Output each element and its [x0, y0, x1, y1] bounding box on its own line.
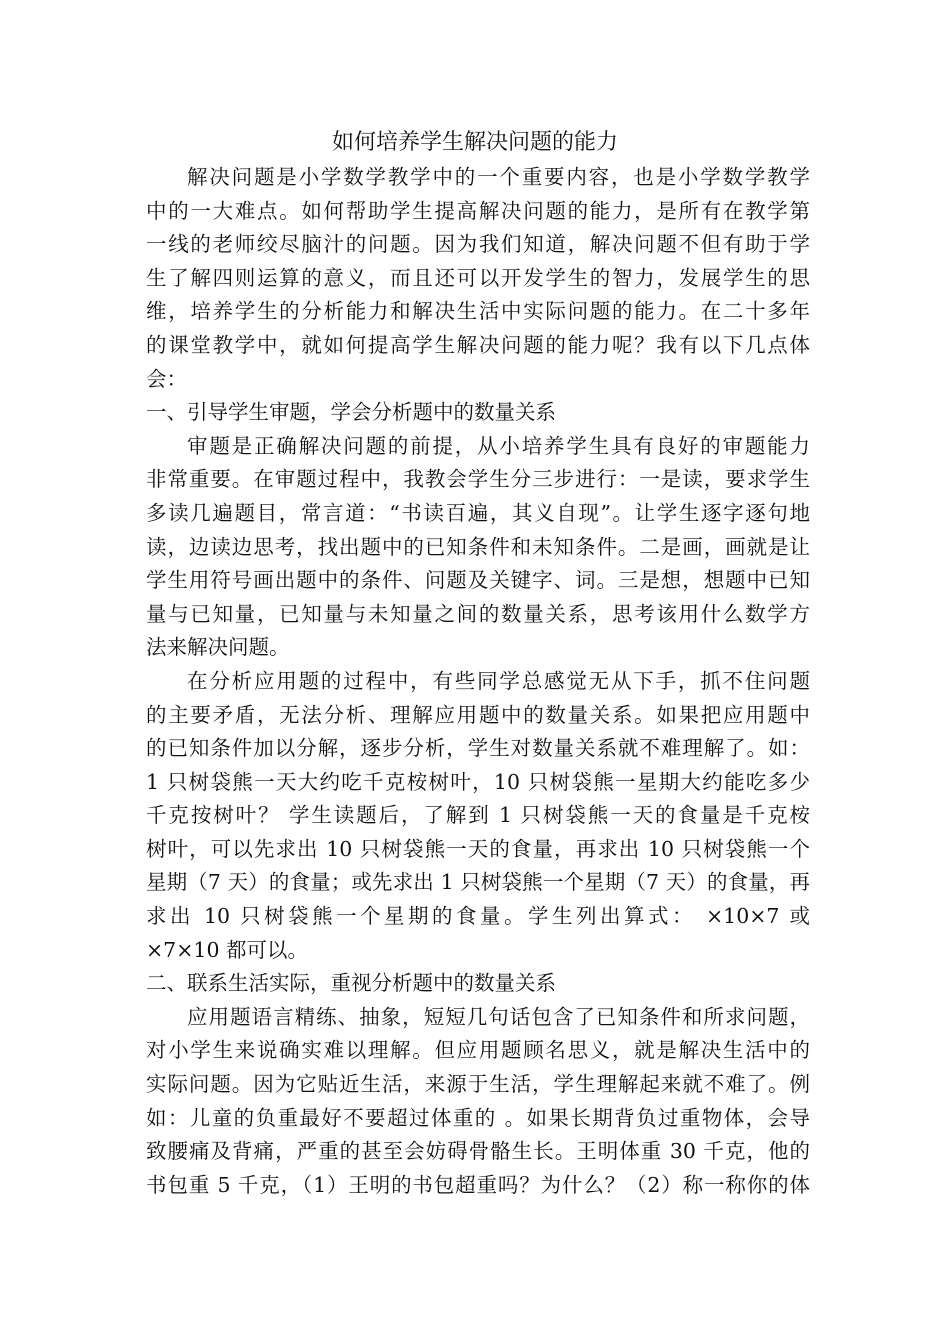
- paragraph-line: 审题是正确解决问题的前提，从小培养学生具有良好的审题能力: [187, 433, 810, 458]
- paragraph-line: 非常重要。在审题过程中，我教会学生分三步进行：一是读，要求学生: [146, 467, 810, 492]
- paragraph-line: 千克按树叶？ 学生读题后，了解到 1 只树袋熊一天的食量是千克桉: [146, 803, 810, 828]
- paragraph-line: 法来解决问题。: [146, 635, 290, 660]
- paragraph-line: 读，边读边思考，找出题中的已知条件和未知条件。二是画，画就是让: [146, 534, 810, 559]
- section-heading: 一、引导学生审题，学会分析题中的数量关系: [146, 400, 556, 425]
- paragraph-line: 会：: [146, 366, 187, 391]
- paragraph-line: 1 只树袋熊一天大约吃千克桉树叶，10 只树袋熊一星期大约能吃多少: [146, 769, 810, 794]
- paragraph-line: 致腰痛及背痛，严重的甚至会妨碍骨骼生长。王明体重 30 千克，他的: [146, 1139, 810, 1164]
- paragraph-line: 的课堂教学中，就如何提高学生解决问题的能力呢？我有以下几点体: [146, 332, 810, 357]
- paragraph-line: 的已知条件加以分解，逐步分析，学生对数量关系就不难理解了。如：: [146, 736, 810, 761]
- paragraph-line: 维，培养学生的分析能力和解决生活中实际问题的能力。在二十多年: [146, 299, 810, 324]
- paragraph-line: 中的一大难点。如何帮助学生提高解决问题的能力，是所有在教学第: [146, 198, 810, 223]
- document-body: [146, 161, 810, 1202]
- paragraph-line: 在分析应用题的过程中，有些同学总感觉无从下手，抓不住问题: [187, 668, 810, 693]
- paragraph-line: 一线的老师绞尽脑汁的问题。因为我们知道，解决问题不但有助于学: [146, 232, 810, 257]
- paragraph-line: 生了解四则运算的意义，而且还可以开发学生的智力，发展学生的思: [146, 265, 810, 290]
- paragraph-line: 应用题语言精练、抽象，短短几句话包含了已知条件和所求问题，: [187, 1004, 810, 1029]
- paragraph-line: 多读几遍题目，常言道：“书读百遍，其义自现”。让学生逐字逐句地: [146, 500, 810, 525]
- paragraph-line: 求出 10 只树袋熊一个星期的食量。学生列出算式： ×10×7 或: [146, 904, 810, 929]
- paragraph-line: ×7×10 都可以。: [146, 937, 308, 962]
- paragraph-line: 实际问题。因为它贴近生活，来源于生活，学生理解起来就不难了。例: [146, 1072, 810, 1097]
- paragraph-line: 树叶，可以先求出 10 只树袋熊一天的食量，再求出 10 只树袋熊一个: [146, 836, 810, 861]
- section-heading: 二、联系生活实际，重视分析题中的数量关系: [146, 971, 556, 996]
- page-title: 如何培养学生解决问题的能力: [331, 130, 618, 155]
- paragraph-line: 书包重 5 千克，（1）王明的书包超重吗？为什么？（2）称一称你的体: [146, 1172, 810, 1197]
- paragraph-line: 星期（7 天）的食量；或先求出 1 只树袋熊一个星期（7 天）的食量，再: [146, 870, 810, 895]
- paragraph-line: 学生用符号画出题中的条件、问题及关键字、词。三是想，想题中已知: [146, 568, 810, 593]
- paragraph-line: 量与已知量，已知量与未知量之间的数量关系，思考该用什么数学方: [146, 601, 810, 626]
- paragraph-line: 解决问题是小学数学教学中的一个重要内容，也是小学数学教学: [187, 165, 810, 189]
- paragraph-line: 的主要矛盾，无法分析、理解应用题中的数量关系。如果把应用题中: [146, 702, 810, 727]
- paragraph-line: 如：儿童的负重最好不要超过体重的 。如果长期背负过重物体，会导: [146, 1105, 810, 1130]
- paragraph-line: 对小学生来说确实难以理解。但应用题顾名思义，就是解决生活中的: [146, 1038, 810, 1063]
